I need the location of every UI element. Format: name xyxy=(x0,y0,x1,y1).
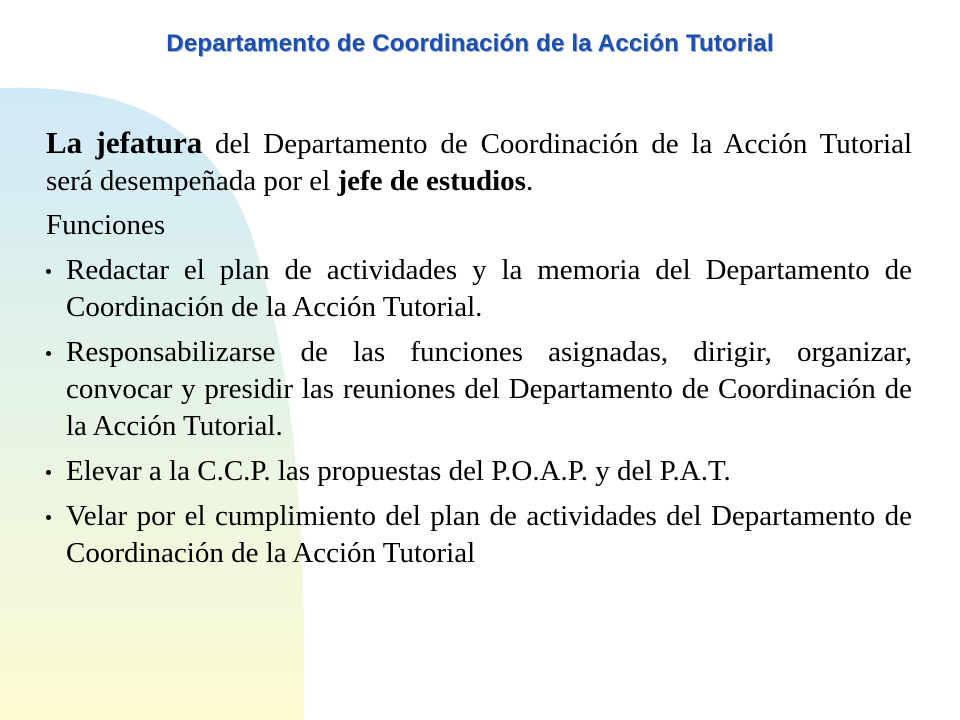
bullet-dot-icon xyxy=(46,351,51,356)
list-item-text: Redactar el plan de actividades y la memoria del Departamento de Coordinación de la Acción Tutorial. xyxy=(66,254,912,323)
list-item xyxy=(46,252,912,326)
list-item xyxy=(46,334,912,445)
list-item xyxy=(46,498,912,572)
funciones-list xyxy=(46,252,912,572)
bullet-dot-icon xyxy=(46,515,51,520)
intro-end: . xyxy=(525,165,534,197)
bullet-dot-icon xyxy=(46,470,51,475)
list-item xyxy=(46,453,912,490)
funciones-heading: Funciones xyxy=(46,209,166,241)
slide-title: Departamento de Coordinación de la Acción Tutorial xyxy=(166,30,774,57)
intro-middle: del Departamento de Coordinación de la Acción Tutorial será desempeñada por el xyxy=(46,128,913,197)
list-item-text: Responsabilizarse de las funciones asignadas, dirigir, organizar, convocar y presidir las reuniones del Departamento de Coordinación de la Acción Tutorial. xyxy=(66,336,912,442)
list-item-text: Velar por el cumplimiento del plan de actividades del Departamento de Coordinación de la Acción Tutorial xyxy=(66,500,912,569)
bullet-dot-icon xyxy=(46,269,51,274)
slide-body xyxy=(46,124,912,572)
intro-lead-bold: La jefatura xyxy=(46,125,203,160)
intro-paragraph xyxy=(46,124,912,200)
intro-emphasis: jefe de estudios xyxy=(337,165,526,197)
list-item-text: Elevar a la C.C.P. las propuestas del P.O.A.P. y del P.A.T. xyxy=(66,455,731,487)
